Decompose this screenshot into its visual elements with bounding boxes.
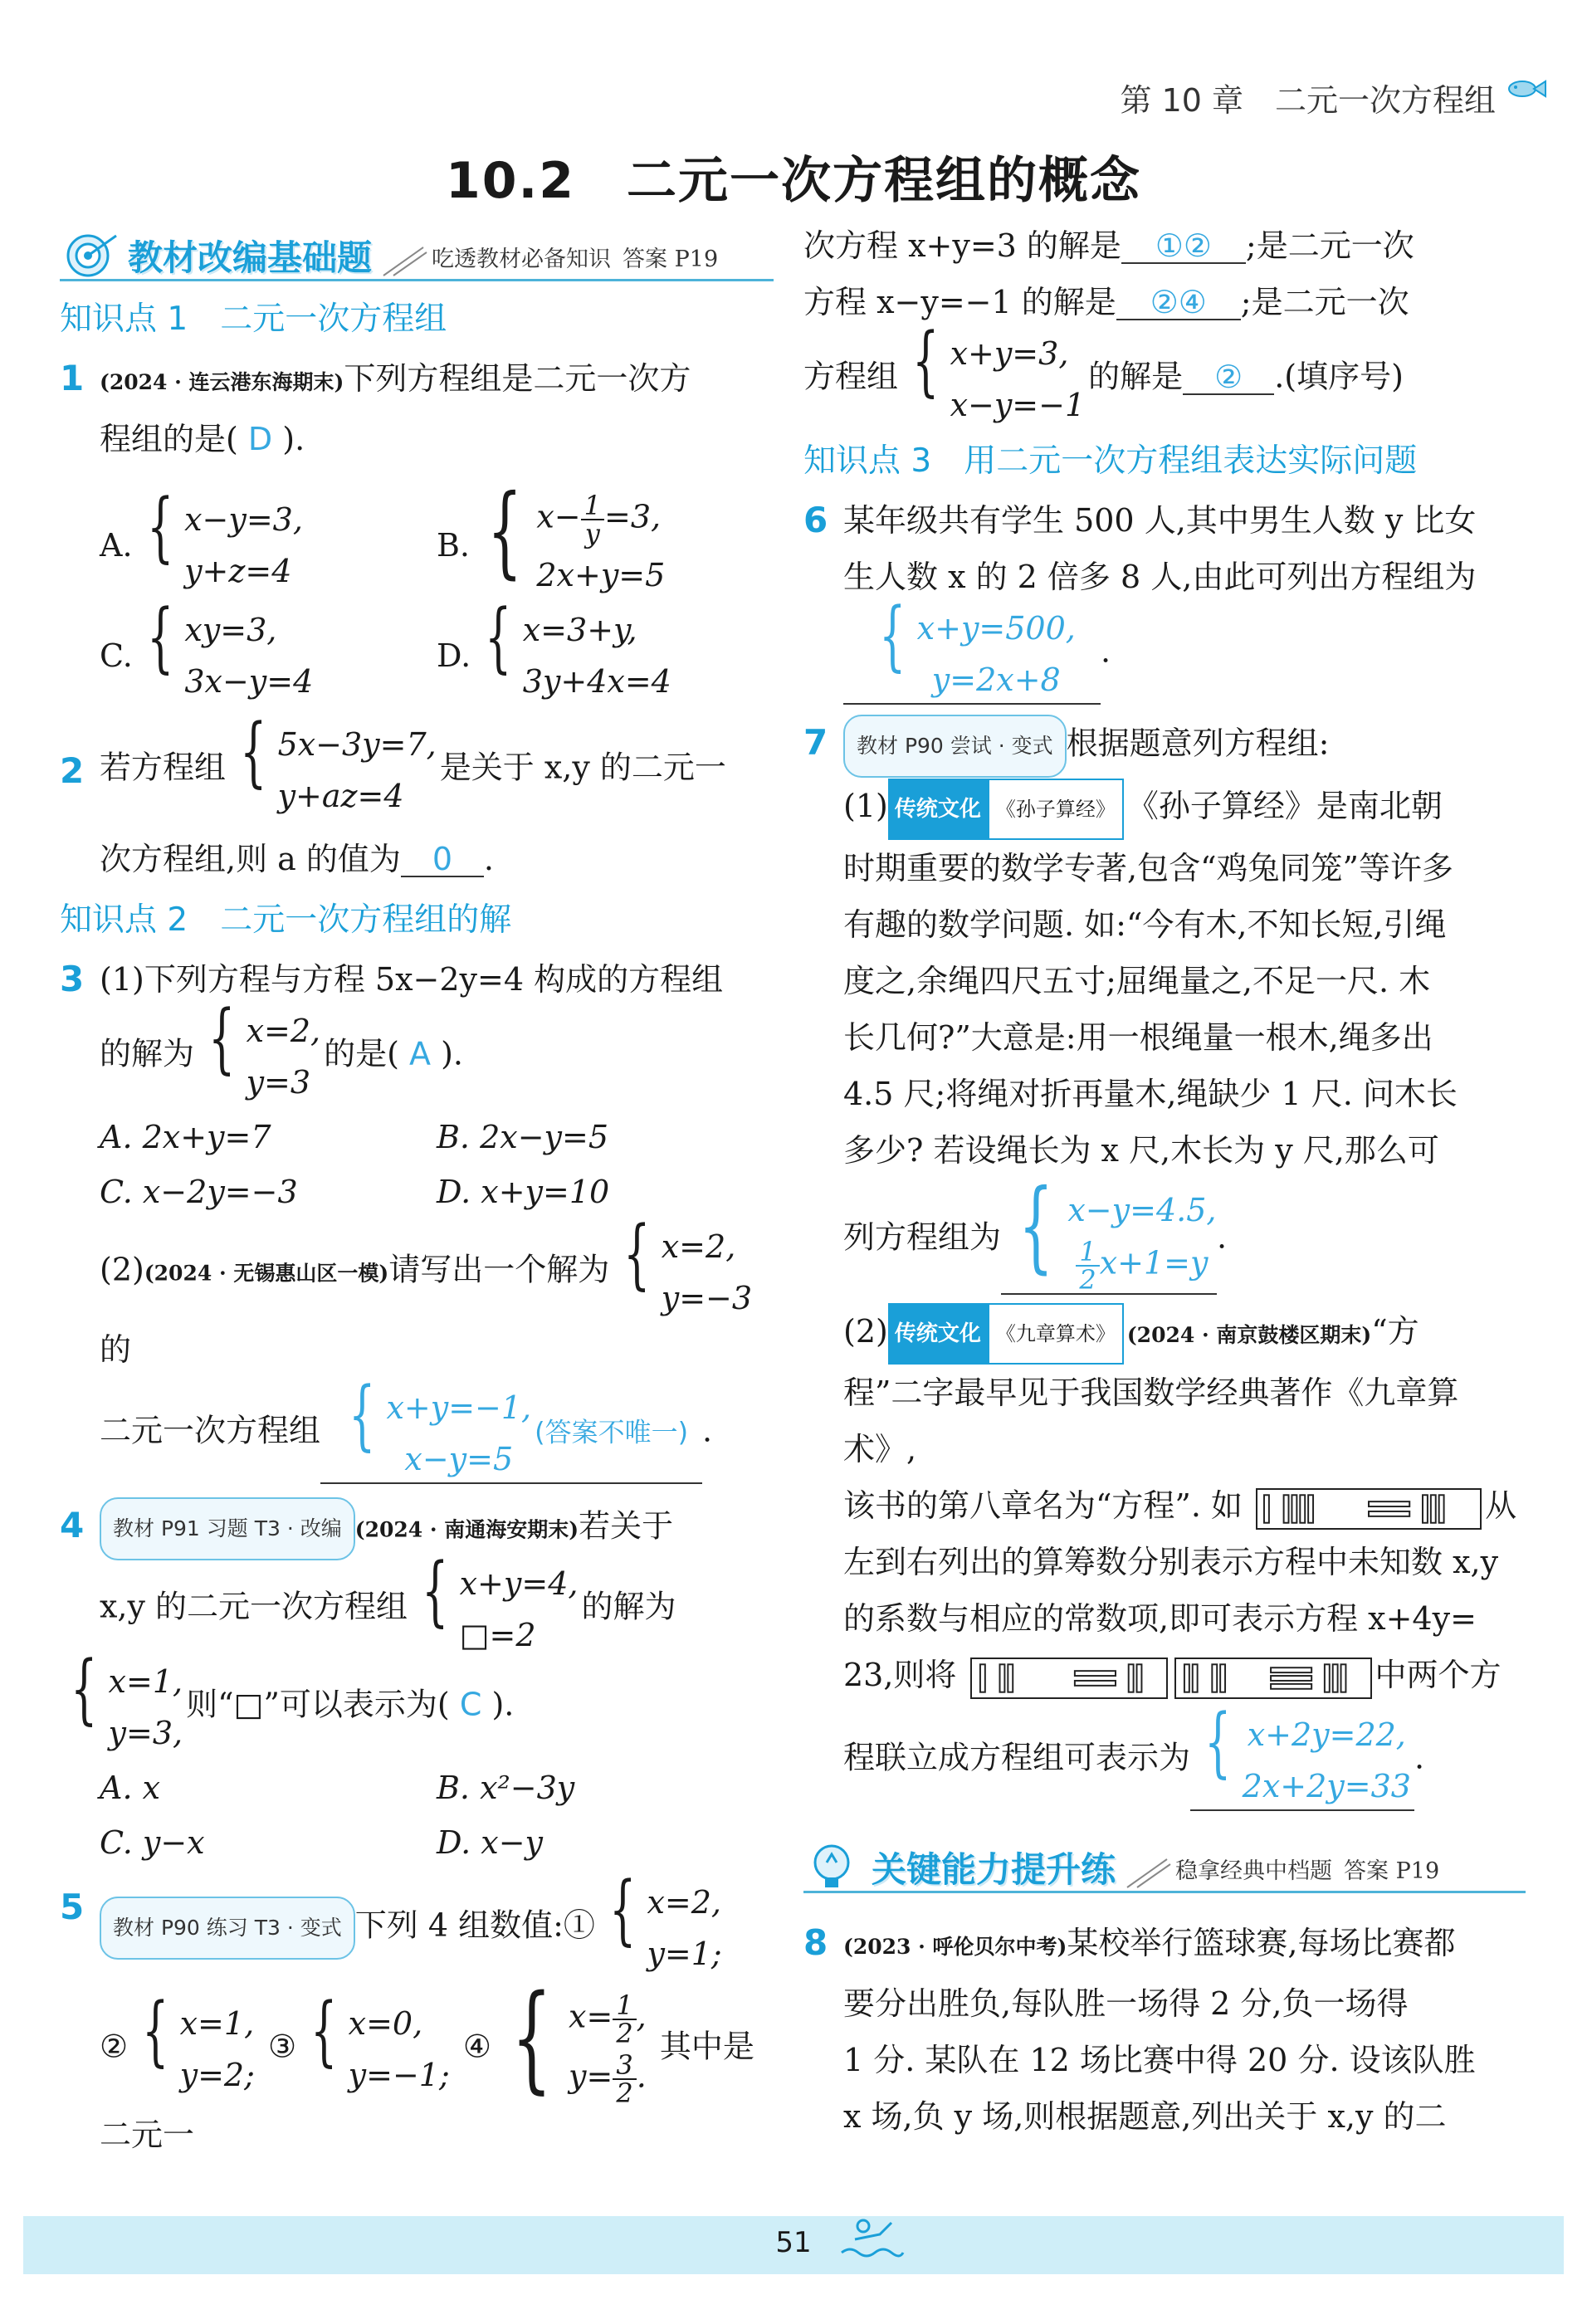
eq: x=2, bbox=[246, 1013, 321, 1049]
option-b: B. { x− $\frac{1}{y}$ =3, 2x+y=5 bbox=[437, 492, 774, 598]
eq: y+az=4 bbox=[277, 778, 404, 814]
stem: ;是二元一次 bbox=[1245, 227, 1414, 264]
stem: 若方程组 bbox=[100, 749, 227, 786]
stem: 23,则将 bbox=[843, 1657, 957, 1693]
den: y bbox=[584, 518, 600, 549]
source: (2024 · 无锡惠山区一模) bbox=[144, 1261, 389, 1286]
question-number: 8 bbox=[803, 1922, 828, 1963]
stem: 多少? 若设绳长为 x 尺,木长为 y 尺,那么可 bbox=[843, 1131, 1439, 1169]
num: 1 bbox=[1076, 1238, 1099, 1267]
eq: y=−1; bbox=[348, 2057, 450, 2093]
stem: x 场,负 y 场,则根据题意,列出关于 x,y 的二 bbox=[843, 2098, 1447, 2135]
knowledge-point-3: 知识点 3 用二元一次方程组表达实际问题 bbox=[803, 442, 1418, 480]
answer: A bbox=[409, 1035, 432, 1072]
question-1 bbox=[60, 350, 774, 705]
question-7: 7 教材 P90 尝试 · 变式 根据题意列方程组: (1) 传统文化 《孙子算经》 《孙子算经》是南北朝 时期重要的数学专著,包含“鸡兔同笼”等许多 有趣的数学问题. 如:“今有木,不知长短,引绳 度之,余绳四尺五寸;屈绳量之,不足一尺. 木 长几何?”大意是:用一根绳量一根木,绳多出 4.5 尺;将绳对折再量木,绳缺少 1 尺. 问木长 多少? 若设绳长为 x 尺,木长为 y 尺,那么可 列方程组为 { x−y=4.5, $\frac{1}{2}$ x+1=y . (2) 传统文化 《九章算术》 (2024 · 南京鼓楼区期末)“方 程”二字最早见于我国数学经典著作《九章算术》, 该书的第八章名为“方程”. 如 从 左到右列出的算筹数分别表示方程中未知数 x,y 的系数与相应的常数项,即可表示方程 x+4y= 23,则将 中两个方 程联立成方程组可表示为 { x+2y=22, 2x+2y=33 . bbox=[803, 715, 1526, 1811]
section-subtitle: 吃透教材必备知识 bbox=[432, 247, 612, 272]
question-6: 6 某年级共有学生 500 人,其中男生人数 y 比女 生人数 x 的 2 倍多 8 人,由此可列出方程组为 { x+y=500, y=2x+8 . bbox=[803, 492, 1526, 705]
option-label: C. bbox=[100, 637, 133, 674]
answer-eq: x−y=4.5, bbox=[1067, 1191, 1217, 1228]
question-number: 3 bbox=[60, 959, 85, 999]
stem: . bbox=[483, 841, 494, 877]
eq: xy=3, bbox=[184, 612, 277, 648]
option-c: C. y−x bbox=[100, 1824, 205, 1861]
source: (2024 · 南通海安期末) bbox=[354, 1517, 579, 1542]
stem: 的是( bbox=[324, 1035, 399, 1072]
stem: 的 bbox=[100, 1331, 132, 1368]
source: (2024 · 连云港东海期末) bbox=[100, 370, 344, 394]
stem: 某校举行篮球赛,每场比赛都 bbox=[1067, 1925, 1456, 1961]
answer-eq: x+y=500, bbox=[916, 610, 1076, 647]
eq: y=1; bbox=[647, 1936, 722, 1972]
den: 2 bbox=[1079, 1263, 1096, 1296]
option-label: B. bbox=[437, 527, 471, 564]
fish-icon bbox=[1504, 76, 1547, 101]
stem: “方 bbox=[1371, 1312, 1419, 1350]
den: 2 bbox=[616, 2018, 633, 2049]
eq: y=3, bbox=[108, 1715, 183, 1751]
answer-eq: x+2y=22, bbox=[1247, 1716, 1406, 1753]
eq: 2x+y=5 bbox=[536, 557, 666, 593]
eq: x= bbox=[569, 1998, 613, 2035]
stem: 下列 4 组数值:① bbox=[354, 1907, 595, 1944]
stem: 从 bbox=[1485, 1487, 1517, 1524]
num: 3 bbox=[613, 2052, 636, 2080]
answer: ②④ bbox=[1116, 286, 1241, 320]
culture-tag: 传统文化 bbox=[888, 1303, 988, 1365]
stem: 方程 x−y=−1 的解是 bbox=[803, 284, 1116, 320]
answer: ①② bbox=[1121, 229, 1246, 264]
stem: 4.5 尺;将绳对折再量木,绳缺少 1 尺. 问木长 bbox=[843, 1075, 1458, 1112]
option-d: D. x−y bbox=[437, 1824, 544, 1861]
option-d: D. x+y=10 bbox=[437, 1174, 610, 1210]
eq: x=2, bbox=[661, 1228, 736, 1265]
stem: ). bbox=[491, 1686, 515, 1723]
option-label: D. bbox=[437, 637, 471, 674]
answer-eq: x+1=y bbox=[1099, 1244, 1209, 1281]
eq: y=−3 bbox=[661, 1280, 753, 1316]
knowledge-point-2: 知识点 2 二元一次方程组的解 bbox=[60, 901, 512, 939]
answer: ② bbox=[1183, 360, 1274, 395]
eq: x+y=3, bbox=[950, 335, 1069, 372]
eq: x=1, bbox=[179, 2005, 255, 2042]
book-tag: 《孙子算经》 bbox=[988, 779, 1124, 840]
stem: 下列方程组是二元一次方 bbox=[344, 360, 691, 397]
stem: 次方程组,则 a 的值为 bbox=[100, 841, 401, 877]
stem: 列方程组为 bbox=[843, 1218, 1002, 1255]
answer-eq: 2x+2y=33 bbox=[1242, 1768, 1411, 1804]
stem: 《孙子算经》是南北朝 bbox=[1126, 788, 1443, 824]
answer-eq: x+y=−1, bbox=[386, 1389, 532, 1426]
stem: 若关于 bbox=[579, 1507, 674, 1545]
stem: 请写出一个解为 bbox=[388, 1251, 610, 1288]
option-a: A. { x−y=3, y+z=4 bbox=[100, 496, 437, 594]
chapter-header: 第 10 章 二元一次方程组 bbox=[1120, 82, 1496, 119]
label: ② bbox=[100, 2028, 129, 2065]
question-2: 2 若方程组 { 5x−3y=7, y+az=4 是关于 x,y 的二元一 次方程组,则 a 的值为 0 . bbox=[60, 707, 726, 877]
stem: 程”二字最早见于我国数学经典著作《九章算术》, bbox=[843, 1374, 1459, 1467]
stem: 时期重要的数学专著,包含“鸡兔同笼”等许多 bbox=[843, 849, 1453, 886]
stem: (2) bbox=[100, 1251, 144, 1288]
answer-ref: 答案 P19 bbox=[623, 247, 719, 272]
stem: 度之,余绳四尺五寸;屈绳量之,不足一尺. 木 bbox=[843, 962, 1431, 999]
answer-note: (答案不唯一) bbox=[535, 1416, 689, 1448]
stem: 是关于 x,y 的二元一 bbox=[439, 749, 726, 786]
stem: 其中是二元一 bbox=[100, 2028, 754, 2153]
question-8 bbox=[803, 1915, 1526, 2145]
target-icon bbox=[60, 231, 121, 279]
stem: ;是二元一次 bbox=[1240, 284, 1409, 320]
stem: 次方程 x+y=3 的解是 bbox=[803, 227, 1121, 264]
eq: x−y=−1 bbox=[950, 387, 1086, 423]
question-number: 6 bbox=[803, 500, 828, 540]
section-header-basic bbox=[60, 217, 774, 281]
stem: ). bbox=[282, 421, 305, 457]
slash-icon bbox=[1122, 1856, 1172, 1889]
textbook-tag: 教材 P90 练习 T3 · 变式 bbox=[100, 1897, 355, 1960]
counting-rods-eq1 bbox=[970, 1658, 1168, 1699]
option-a: A. x bbox=[100, 1770, 161, 1806]
eq: y=3 bbox=[246, 1064, 311, 1101]
stem: 根据题意列方程组: bbox=[1066, 725, 1330, 762]
knowledge-point-1: 知识点 1 二元一次方程组 bbox=[60, 300, 447, 338]
stem: 的解是 bbox=[1088, 358, 1184, 395]
stem: 要分出胜负,每队胜一场得 2 分,负一场得 bbox=[843, 1985, 1409, 2022]
question-3: 3 (1)下列方程与方程 5x−2y=4 构成的方程组 的解为 { x=2, y=3 的是( A ). A. 2x+y=7 B. 2x−y=5 C. x−2y=−3 D. x+y=10 (2)(2024 · 无锡惠山区一模)请写出一个解为 { x=2, y=−3 的 二元一次方程组 { x+y=−1, x−y=5 (答案不唯一) . bbox=[60, 951, 774, 1484]
stem: 左到右列出的算筹数分别表示方程中未知数 x,y bbox=[843, 1544, 1499, 1580]
stem: 的系数与相应的常数项,即可表示方程 x+4y= bbox=[843, 1600, 1477, 1637]
page-title: 10.2 二元一次方程组的概念 bbox=[445, 152, 1142, 210]
stem: 生人数 x 的 2 倍多 8 人,由此可列出方程组为 bbox=[843, 559, 1477, 595]
question-number: 5 bbox=[60, 1887, 85, 1927]
eq: y+z=4 bbox=[184, 553, 292, 589]
question-number: 7 bbox=[803, 722, 828, 763]
eq: x=3+y, bbox=[522, 612, 637, 648]
stem: 中两个方 bbox=[1375, 1657, 1502, 1693]
stem: 二元一次方程组 bbox=[100, 1412, 321, 1449]
label: ③ bbox=[268, 2028, 297, 2065]
stem: . bbox=[1414, 1739, 1425, 1776]
answer: D bbox=[247, 421, 273, 457]
question-4: 4 教材 P91 习题 T3 · 改编 (2024 · 南通海安期末)若关于 x,y 的二元一次方程组 { x+y=4, □=2 的解为 { x=1, y=3, 则“□”可以表示为( C ). A. x B. x²−3y C. y−x D. x−y bbox=[60, 1497, 774, 1866]
option-a: A. 2x+y=7 bbox=[100, 1119, 271, 1155]
stem: x,y 的二元一次方程组 bbox=[100, 1588, 408, 1625]
label: ④ bbox=[462, 2028, 491, 2065]
section-title: 关键能力提升练 bbox=[872, 1849, 1116, 1890]
num: 1 bbox=[613, 1992, 636, 2020]
eq: x+y=4, bbox=[459, 1565, 579, 1602]
left-column bbox=[60, 217, 774, 2163]
eq: x=0, bbox=[348, 2005, 423, 2042]
option-label: A. bbox=[100, 527, 133, 564]
option-b: B. x²−3y bbox=[437, 1770, 575, 1806]
stem: 方程组 bbox=[803, 358, 899, 395]
culture-tag: 传统文化 bbox=[888, 779, 988, 840]
question-number: 4 bbox=[60, 1505, 85, 1545]
stem: . bbox=[1217, 1218, 1228, 1255]
eq: 5x−3y=7, bbox=[277, 726, 437, 763]
stem: . bbox=[1101, 632, 1111, 670]
book-tag: 《九章算术》 bbox=[988, 1303, 1124, 1365]
eq: 3y+4x=4 bbox=[522, 663, 671, 700]
option-d: D. { x=3+y, 3y+4x=4 bbox=[437, 607, 774, 705]
stem: 长几何?”大意是:用一根绳量一根木,绳多出 bbox=[843, 1018, 1433, 1056]
eq: x=1, bbox=[108, 1663, 183, 1700]
section-title: 教材改编基础题 bbox=[128, 237, 373, 278]
eq: x− bbox=[536, 498, 581, 535]
right-column: 次方程 x+y=3 的解是 ①② ;是二元一次 方程 x−y=−1 的解是 ②④ ;是二元一次 方程组 { x+y=3, x−y=−1 的解是 ② .(填序号) 知识点 3 用二元一次方程组表达实际问题 6 某年级共有学生 500 人,其中男生人数 y 比女 生人数 x 的 2 倍多 8 人,由此可列出方程组为 { x+y=500, y=2x+8 . 7 教材 P90 尝试 · 变式 根据题意列方程组: (1) 传统文化 《孙子算经》 《孙子算经》是南北朝 时期重要的数学专著,包含“鸡兔同笼”等许多 有趣的数学问题. 如:“今有木,不知长短,引绳 度之,余绳四尺五寸;屈绳量之,不足一尺. 木 长几何?”大意是:用一根绳量一根木,绳多出 4.5 尺;将绳对折再量木,绳缺少 1 尺. 问木长 多少? 若设绳长为 x 尺,木长为 y 尺,那么可 列方程组为 { x−y=4.5, $\frac{1}{2}$ x+1=y . (2) 传统文化 《九章算术》 (2024 · 南京鼓楼区期末)“方 程”二字最早见于我国数学经典著作《九章算术》, 该书的第八章名为“方程”. 如 从 左到右列出的算筹数分别表示方程中未知数 x,y 的系数与相应的常数项,即可表示方程 x+4y= 23,则将 中两个方 程联立成方程组可表示为 { x+2y=22, 2x+2y=33 . 关键能力提升练 稳拿经典中档题 答案 P19 8 (2023 · 呼伦贝尔中考)某校举行篮球赛,每场比赛都 要分出胜负,每队胜一场得 2 分,负一场得 1 分. 某队在 12 场比赛中得 20 分. 设该队胜 x 场,负 y 场,则根据题意,列出关于 x,y 的二 bbox=[803, 217, 1526, 2145]
option-c: C. { xy=3, 3x−y=4 bbox=[100, 607, 437, 705]
eq: =3, bbox=[604, 498, 662, 535]
counting-rods-eq2 bbox=[1174, 1658, 1372, 1699]
textbook-tag: 教材 P90 尝试 · 变式 bbox=[843, 715, 1067, 778]
question-number: 1 bbox=[60, 358, 85, 398]
num: 1 bbox=[581, 492, 604, 520]
stem: 1 分. 某队在 12 场比赛中得 20 分. 设该队胜 bbox=[843, 2042, 1476, 2078]
eq: 3x−y=4 bbox=[184, 663, 314, 700]
section-subtitle: 稳拿经典中档题 bbox=[1175, 1858, 1333, 1884]
counting-rods-figure bbox=[1256, 1488, 1482, 1530]
stem: (2) bbox=[843, 1312, 888, 1350]
stem: 程组的是( bbox=[100, 421, 238, 457]
stem: . bbox=[702, 1412, 713, 1449]
option-b: B. 2x−y=5 bbox=[437, 1119, 609, 1155]
page-number: 51 bbox=[775, 2226, 812, 2259]
den: 2 bbox=[616, 2077, 633, 2109]
eq: y= bbox=[569, 2058, 613, 2095]
stem: 有趣的数学问题. 如:“今有木,不知长短,引绳 bbox=[843, 906, 1447, 943]
option-c: C. x−2y=−3 bbox=[100, 1174, 298, 1210]
answer-ref: 答案 P19 bbox=[1344, 1858, 1440, 1884]
eq: y=2; bbox=[179, 2057, 255, 2093]
swimmer-icon bbox=[838, 2214, 905, 2264]
eq: x=2, bbox=[647, 1884, 721, 1921]
stem: .(填序号) bbox=[1274, 358, 1404, 395]
source: (2024 · 南京鼓楼区期末) bbox=[1126, 1322, 1372, 1347]
eq: □=2 bbox=[459, 1617, 536, 1653]
source: (2023 · 呼伦贝尔中考) bbox=[843, 1935, 1067, 1959]
stem: 某年级共有学生 500 人,其中男生人数 y 比女 bbox=[843, 502, 1477, 539]
lightbulb-icon bbox=[803, 1843, 865, 1891]
eq: x−y=3, bbox=[184, 501, 303, 538]
stem: 程联立成方程组可表示为 bbox=[843, 1739, 1191, 1776]
section-header-advanced bbox=[803, 1829, 1526, 1893]
slash-icon bbox=[378, 244, 428, 277]
stem: ). bbox=[441, 1035, 464, 1072]
question-5: 5 教材 P90 练习 T3 · 变式 下列 4 组数值:① { x=2, y=1; ② { x=1, y=2; ③ { x=0, y=−1; ④ { x= $\frac{1}{2}$ , y= $\frac{3}{2}$ . 其中是二元一 bbox=[60, 1865, 754, 2153]
answer: 0 bbox=[401, 842, 484, 877]
stem: 该书的第八章名为“方程”. 如 bbox=[843, 1487, 1243, 1524]
stem: 的解为 bbox=[581, 1588, 676, 1625]
stem: 的解为 bbox=[100, 1035, 195, 1072]
answer: C bbox=[459, 1686, 482, 1723]
answer-eq: x−y=5 bbox=[404, 1441, 514, 1477]
stem: 则“□”可以表示为( bbox=[186, 1686, 450, 1723]
question-number: 2 bbox=[60, 750, 85, 791]
answer-eq: y=2x+8 bbox=[931, 662, 1061, 698]
stem: (1)下列方程与方程 5x−2y=4 构成的方程组 bbox=[100, 961, 724, 998]
textbook-tag: 教材 P91 习题 T3 · 改编 bbox=[100, 1497, 355, 1560]
stem: (1) bbox=[843, 788, 888, 824]
